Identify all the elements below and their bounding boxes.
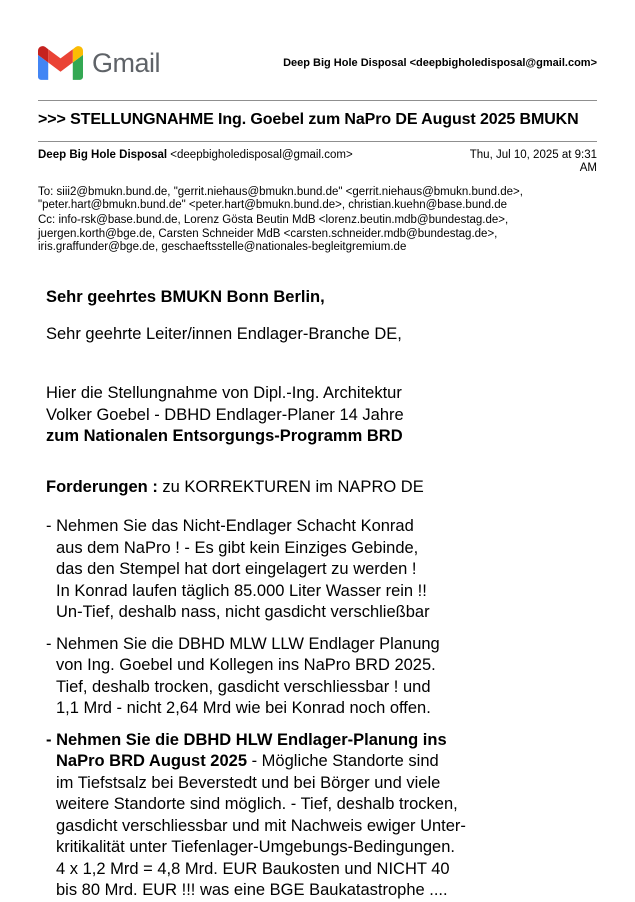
body-line: Un-Tief, deshalb nass, nicht gasdicht verschließbar bbox=[56, 603, 430, 622]
gmail-m-icon bbox=[38, 46, 83, 80]
body-line: gasdicht verschliessbar und mit Nachweis ewiger Unter- bbox=[56, 816, 466, 835]
to-line: "peter.hart@bmukn.bund.de" <peter.hart@bmukn.bund.de>, christian.kuehn@base.bund.de bbox=[38, 199, 507, 212]
from-line bbox=[38, 149, 353, 162]
body-line: das den Stempel hat dort eingelagert zu werden ! bbox=[56, 560, 417, 579]
body-line bbox=[56, 751, 597, 773]
cc-line: juergen.korth@bge.de, Carsten Schneider MdB <carsten.schneider.mdb@bundestag.de>, bbox=[38, 227, 498, 240]
body-line: bis 80 Mrd. EUR !!! was eine BGE Baukatastrophe .... bbox=[56, 881, 448, 900]
demands-rest: zu KORREKTUREN im NAPRO DE bbox=[157, 477, 424, 496]
email-subject: >>> STELLUNGNAHME Ing. Goebel zum NaPro DE August 2025 BMUKN bbox=[38, 111, 579, 128]
to-line: To: siii2@bmukn.bund.de, "gerrit.niehaus@bmukn.bund.de" <gerrit.niehaus@bmukn.bund.de>, bbox=[38, 186, 523, 198]
bullet-mlw-llw bbox=[46, 634, 597, 720]
cc-line: iris.graffunder@bge.de, geschaeftsstelle@nationales-begleitgremium.de bbox=[38, 240, 407, 253]
from-name: Deep Big Hole Disposal bbox=[38, 149, 168, 161]
gmail-logo-text: Gmail bbox=[92, 47, 161, 78]
body-line: 4 x 1,2 Mrd = 4,8 Mrd. EUR Baukosten und NICHT 40 bbox=[56, 859, 450, 878]
greeting-line: Sehr geehrtes BMUKN Bonn Berlin, bbox=[46, 288, 325, 307]
divider-subject bbox=[38, 141, 597, 142]
body-line: In Konrad laufen täglich 85.000 Liter Wasser rein !! bbox=[56, 581, 427, 600]
body-line: aus dem NaPro ! - Es gibt kein Einziges Gebinde, bbox=[56, 538, 419, 557]
body-line: Volker Goebel - DBHD Endlager-Planer 14 Jahre bbox=[46, 405, 404, 424]
demands-label: Forderungen : bbox=[46, 477, 158, 496]
intro-paragraph bbox=[46, 383, 597, 448]
bullet-konrad bbox=[46, 516, 597, 624]
bullet-hlw bbox=[46, 730, 597, 902]
body-line: Tief, deshalb trocken, gasdicht verschliessbar ! und bbox=[56, 677, 431, 696]
email-body bbox=[38, 287, 597, 902]
demands-heading bbox=[46, 477, 597, 499]
body-line: - Nehmen Sie die DBHD HLW Endlager-Planung ins bbox=[46, 730, 447, 749]
sent-date bbox=[470, 149, 597, 175]
body-line-segment: - Mögliche Standorte sind bbox=[247, 752, 439, 771]
from-address: <deepbigholedisposal@gmail.com> bbox=[167, 149, 353, 161]
body-line: 1,1 Mrd - nicht 2,64 Mrd wie bei Konrad noch offen. bbox=[56, 699, 431, 718]
date-line: Thu, Jul 10, 2025 at 9:31 bbox=[469, 149, 597, 161]
divider-header bbox=[38, 100, 597, 101]
email-meta bbox=[38, 149, 597, 254]
body-line: - Nehmen Sie das Nicht-Endlager Schacht Konrad bbox=[46, 517, 414, 536]
recipients-block bbox=[38, 186, 597, 254]
cc-line: Cc: info-rsk@base.bund.de, Lorenz Gösta Beutin MdB <lorenz.beutin.mdb@bundestag.de>, bbox=[38, 214, 509, 227]
from-row bbox=[38, 149, 597, 175]
body-line: im Tiefstsalz bei Beverstedt und bei Börger und viele bbox=[56, 773, 441, 792]
body-line: - Nehmen Sie die DBHD MLW LLW Endlager Planung bbox=[46, 634, 440, 653]
body-line: zum Nationalen Entsorgungs-Programm BRD bbox=[46, 427, 403, 446]
date-meridiem: AM bbox=[579, 162, 597, 174]
body-line: von Ing. Goebel und Kollegen ins NaPro BRD 2025. bbox=[56, 656, 436, 675]
body-line: Hier die Stellungnahme von Dipl.-Ing. Architektur bbox=[46, 384, 402, 403]
gmail-print-header bbox=[38, 0, 597, 80]
gmail-logo bbox=[38, 46, 160, 80]
account-identity: Deep Big Hole Disposal <deepbigholedisposal@gmail.com> bbox=[283, 56, 597, 69]
body-line: kritikalität unter Tiefenlager-Umgebungs-Bedingungen. bbox=[56, 838, 455, 857]
body-line: weitere Standorte sind möglich. - Tief, deshalb trocken, bbox=[56, 795, 458, 814]
body-line-bold-segment: NaPro BRD August 2025 bbox=[56, 752, 248, 771]
greeting-line: Sehr geehrte Leiter/innen Endlager-Branche DE, bbox=[46, 324, 402, 343]
